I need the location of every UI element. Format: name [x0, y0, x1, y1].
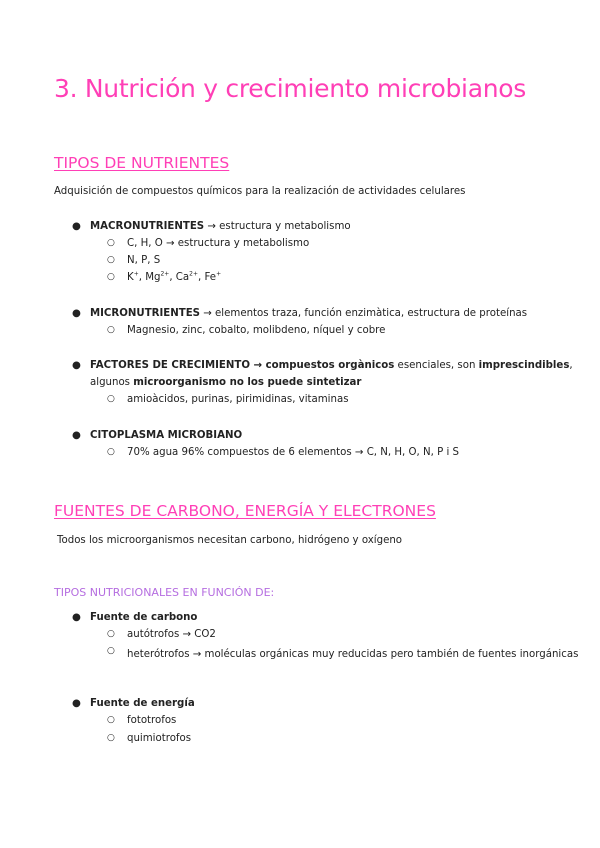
item-label: CITOPLASMA MICROBIANO: [90, 430, 243, 441]
section-heading-tipos-nutrientes: TIPOS DE NUTRIENTES: [54, 154, 230, 172]
sub-item-text: amioàcidos, purinas, pirimidinas, vitaminas: [127, 394, 349, 405]
sub-item-text: C, H, O → estructura y metabolismo: [127, 238, 310, 249]
item-label: MACRONUTRIENTES: [90, 221, 205, 232]
circle-bullet-icon: ○: [107, 447, 115, 457]
circle-bullet-icon: ○: [107, 646, 115, 656]
bullet-icon: ●: [72, 360, 81, 371]
bullet-icon: ●: [72, 221, 81, 232]
section-intro: Adquisición de compuestos químicos para la realización de actividades celulares: [54, 186, 466, 197]
sub-item-ions: K+, $Mg^{2+}$, $Ca^{2+}$, Fe+: [127, 270, 222, 283]
circle-bullet-icon: ○: [107, 394, 115, 404]
circle-bullet-icon: ○: [107, 238, 115, 248]
item-label: Fuente de energía: [90, 698, 195, 709]
item-label: FACTORES DE CRECIMIENTO: [90, 360, 250, 371]
item-text: → elementos traza, función enzimàtica, estructura de proteínas: [200, 308, 528, 319]
document-page: 3. Nutrición y crecimiento microbianos TIPOS DE NUTRIENTES Adquisición de compuestos químicos para la realización de actividades celulares ● MACRONUTRIENTES → estructura y metabolismo ○ C, H, O → estructura y metabolismo ○ N, P, S ○ K+, $Mg^{2+}$, $Ca^{2+}$, Fe+ ● MICRONUTRIENTES → elementos traza, función enzimàtica, estructura de proteínas ○ Magnesio, zinc, cobalto, molibdeno, níquel y cobre ● FACTORES DE CRECIMIENTO → compuestos orgànicos esenciales, son imprescindibles, algunos microorganismo no los puede sintetizar ○ amioàcidos, purinas, pirimidinas, vitaminas ● CITOPLASMA MICROBIANO ○ 70% agua 96% compuestos de 6 elementos → C, N, H, O, N, P i S FUENTES DE CARBONO, ENERGÍA Y ELECTRONES Todos los microorganismos necesitan carbono, hidrógeno y oxígeno TIPOS NUTRICIONALES EN FUNCIÓN DE: ● Fuente de carbono ○ autótrofos → CO2 ○ heterótrofos → moléculas orgánicas muy reducidas pero también de fuentes inorgánicas ● Fuente de energía ○ fototrofos ○ quimiotrofos: [54, 74, 579, 744]
sub-item-text: heterótrofos → moléculas orgánicas muy reducidas pero también de fuentes inorgánicas: [127, 649, 579, 660]
bullet-icon: ●: [72, 308, 81, 319]
sub-item-text: quimiotrofos: [127, 733, 192, 744]
sub-item-text: autótrofos → CO2: [127, 629, 216, 640]
bullet-icon: ●: [72, 612, 81, 623]
item-label: Fuente de carbono: [90, 612, 198, 623]
item-label: MICRONUTRIENTES: [90, 308, 201, 319]
circle-bullet-icon: ○: [107, 629, 115, 639]
sub-item-text: N, P, S: [127, 255, 161, 266]
circle-bullet-icon: ○: [107, 325, 115, 335]
subsection-heading: TIPOS NUTRICIONALES EN FUNCIÓN DE:: [54, 586, 275, 599]
circle-bullet-icon: ○: [107, 255, 115, 265]
section-heading-fuentes: FUENTES DE CARBONO, ENERGÍA Y ELECTRONES: [54, 502, 436, 520]
bullet-icon: ●: [72, 430, 81, 441]
circle-bullet-icon: ○: [107, 715, 115, 725]
item-text: → estructura y metabolismo: [204, 221, 351, 232]
circle-bullet-icon: ○: [107, 272, 115, 282]
sub-item-text: fototrofos: [127, 715, 177, 726]
sub-item-text: 70% agua 96% compuestos de 6 elementos → C, N, H, O, N, P i S: [127, 447, 460, 458]
page-title: 3. Nutrición y crecimiento microbianos: [54, 74, 526, 103]
bullet-icon: ●: [72, 698, 81, 709]
sub-item-text: Magnesio, zinc, cobalto, molibdeno, níquel y cobre: [127, 325, 386, 336]
section-intro: Todos los microorganismos necesitan carbono, hidrógeno y oxígeno: [57, 535, 403, 546]
circle-bullet-icon: ○: [107, 733, 115, 743]
